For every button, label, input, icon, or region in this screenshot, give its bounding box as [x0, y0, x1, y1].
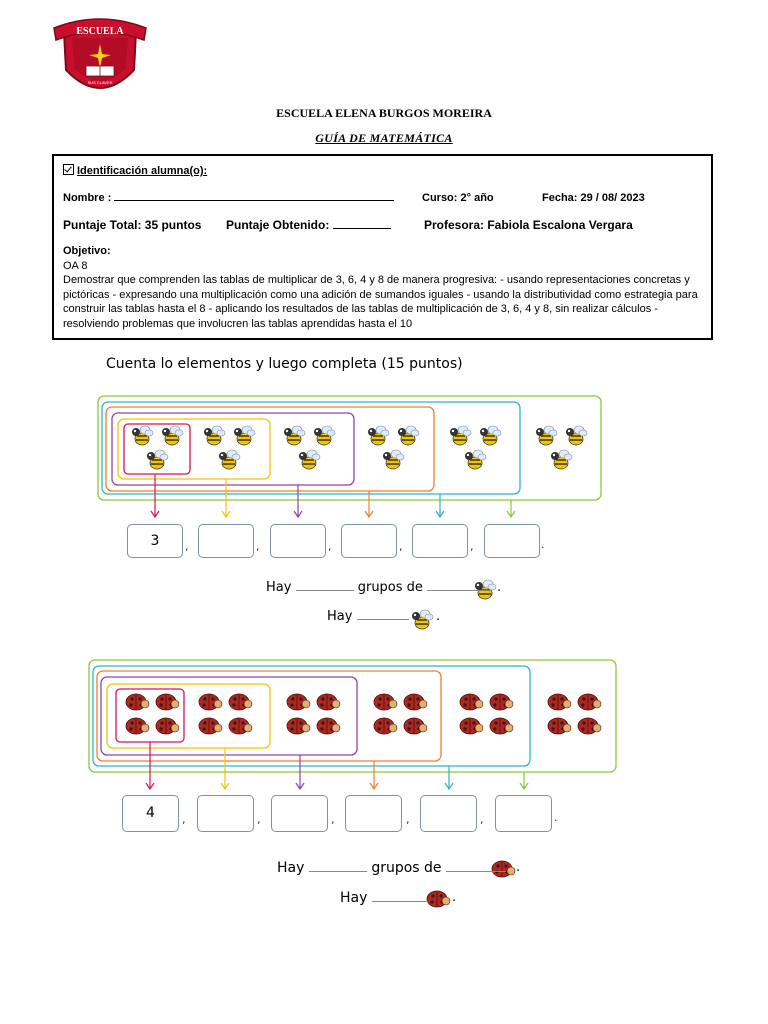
- sentence-total-1: Hay: [327, 609, 409, 624]
- ladybugs-group-6: [548, 694, 601, 734]
- name-row: [63, 192, 394, 204]
- sentence-groups-2: Hay grupos de: [277, 860, 506, 876]
- group-frame-4: [106, 407, 434, 491]
- ladybugs-group-5: [460, 694, 513, 734]
- guide-title: GUÍA DE MATEMÁTICA: [315, 131, 453, 145]
- total-score: Puntaje Total: 35 puntos: [63, 218, 202, 232]
- obtained-score: [226, 218, 391, 232]
- group-frame-1: [124, 424, 190, 474]
- blank-per-group[interactable]: [427, 590, 489, 591]
- objective: [63, 244, 711, 331]
- group-frame-3: [112, 413, 354, 485]
- answer-box[interactable]: [341, 524, 397, 558]
- bees-group-1: [132, 426, 183, 469]
- ladybugs-group-1: [126, 694, 179, 734]
- bee-icon-sentence2: [412, 610, 433, 629]
- ladybugs-group-3: [287, 694, 340, 734]
- objective-code: OA 8: [63, 259, 88, 272]
- arrows-ex1: [151, 474, 515, 517]
- answer-box[interactable]: 4: [122, 795, 179, 832]
- bees-group-4: [368, 426, 419, 469]
- group-frame-5: [102, 402, 520, 494]
- checkbox-icon: [63, 164, 74, 175]
- blank-total[interactable]: [357, 619, 409, 620]
- ladybug-icon-sentence2: [427, 891, 450, 907]
- answer-box[interactable]: [484, 524, 540, 558]
- answer-box[interactable]: [420, 795, 477, 832]
- group-frame-2b: [107, 684, 270, 748]
- school-logo: [48, 14, 152, 104]
- name-field[interactable]: [114, 200, 394, 201]
- identification-box: [52, 154, 713, 340]
- group-frame-5b: [93, 666, 530, 766]
- bees-group-6: [536, 426, 587, 469]
- bees-group-3: [284, 426, 335, 469]
- group-frame-3b: [101, 677, 357, 755]
- answer-box[interactable]: [270, 524, 326, 558]
- school-name: ESCUELA ELENA BURGOS MOREIRA: [276, 106, 492, 120]
- obtained-label: Puntaje Obtenido:: [226, 218, 330, 232]
- name-label: Nombre :: [63, 192, 112, 204]
- objective-label: Objetivo:: [63, 245, 111, 257]
- sentence-groups-1: Hay grupos de: [266, 580, 489, 595]
- id-label: Identificación alumna(o):: [77, 165, 208, 177]
- date: Fecha: 29 / 08/ 2023: [542, 192, 645, 204]
- svg-text:ELENA BURGOS MOREIRA: ELENA BURGOS MOREIRA: [60, 92, 140, 98]
- blank-groups[interactable]: [309, 871, 367, 872]
- group-frame-4b: [97, 671, 441, 761]
- answer-box[interactable]: [198, 524, 254, 558]
- blank-groups[interactable]: [296, 590, 354, 591]
- ladybugs-group-4: [374, 694, 427, 734]
- sentence-total-2: Hay: [340, 890, 428, 906]
- answer-box[interactable]: [412, 524, 468, 558]
- svg-text:SUS CLAVES: SUS CLAVES: [87, 80, 113, 85]
- answer-box[interactable]: 3: [127, 524, 183, 558]
- answer-box[interactable]: [197, 795, 254, 832]
- instruction: Cuenta lo elementos y luego completa (15 puntos): [106, 356, 463, 372]
- answer-box[interactable]: [345, 795, 402, 832]
- ladybugs-group-2: [199, 694, 252, 734]
- group-frame-6: [98, 396, 601, 500]
- obtained-field[interactable]: [333, 228, 391, 229]
- bees-group-2: [204, 426, 255, 469]
- group-frame-6b: [89, 660, 616, 772]
- objective-text: Demostrar que comprenden las tablas de multiplicar de 3, 6, 4 y 8 de manera progresiva: - usando representaciones concretas y pictóricas - expresando una multiplicación como una adición de sumandos iguales - usando la distributividad como estrategia para construir las tablas hasta el 8 - aplicando los resultados de las tablas de multiplicación de 3, 6, 4 y 8, sin realizar cálculos - resolviendo problemas que involucren las tablas aprendidas hasta el 10: [63, 274, 698, 330]
- id-heading: [63, 164, 207, 177]
- bees-group-5: [450, 426, 501, 469]
- group-frame-2: [118, 419, 270, 479]
- arrows-ex2: [146, 742, 528, 789]
- svg-text:ESCUELA: ESCUELA: [76, 26, 124, 37]
- answer-box[interactable]: [495, 795, 552, 832]
- group-frame-1b: [116, 689, 184, 742]
- teacher: Profesora: Fabiola Escalona Vergara: [424, 218, 633, 232]
- blank-per-group[interactable]: [446, 871, 506, 872]
- course: Curso: 2° año: [422, 192, 494, 204]
- answer-box[interactable]: [271, 795, 328, 832]
- blank-total[interactable]: [372, 901, 428, 902]
